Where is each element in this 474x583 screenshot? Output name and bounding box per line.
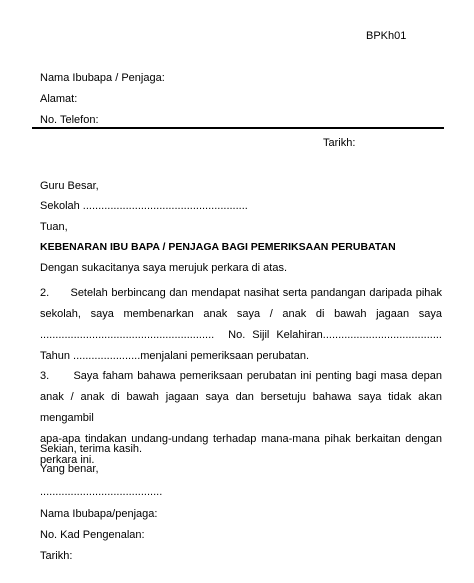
footer-parent-name-label: Nama Ibubapa/penjaga: (40, 508, 158, 520)
date-label: Tarikh: (323, 137, 356, 149)
paragraph-2-line-1: 2. Setelah berbincang dan mendapat nasihat serta pandangan daripada pihak (40, 287, 442, 299)
form-code: BPKh01 (366, 30, 407, 42)
paragraph-2-line-2: sekolah, saya membenarkan anak saya / anak di bawah jagaan saya (40, 308, 442, 320)
signature-line: ........................................ (40, 486, 163, 498)
paragraph-3-line-2: anak / anak di bawah jagaan saya dan bersetuju bahawa saya tidak akan mengambil (40, 391, 442, 424)
paragraph-2 (40, 283, 442, 367)
closing-thanks: Sekian, terima kasih. (40, 443, 143, 455)
footer-date-label: Tarikh: (40, 550, 73, 562)
paragraph-3-line-1: 3. Saya faham bahawa pemeriksaan perubatan ini penting bagi masa depan (40, 370, 442, 382)
header-parent-name-label: Nama Ibubapa / Penjaga: (40, 72, 165, 84)
header-divider (32, 127, 444, 129)
recipient-title: Guru Besar, (40, 180, 99, 192)
recipient-school: Sekolah ...................................................... (40, 200, 248, 212)
header-phone-label: No. Telefon: (40, 114, 99, 126)
paragraph-2-line-4: Tahun ......................menjalani pemeriksaan perubatan. (40, 350, 310, 362)
paragraph-1: Dengan sukacitanya saya merujuk perkara di atas. (40, 262, 288, 274)
paragraph-2-line-3: ......................................................... No. Sijil Kelahiran....................................... (40, 329, 442, 341)
letter-subject: KEBENARAN IBU BAPA / PENJAGA BAGI PEMERIKSAAN PERUBATAN (40, 241, 396, 253)
paragraph-3-line-4: perkara ini. (40, 454, 95, 466)
paragraph-3 (40, 366, 442, 471)
salutation: Tuan, (40, 221, 68, 233)
closing-sincerely: Yang benar, (40, 463, 99, 475)
paragraph-3-line-3: apa-apa tindakan undang-undang terhadap mana-mana pihak berkaitan dengan (40, 433, 442, 445)
header-address-label: Alamat: (40, 93, 78, 105)
footer-ic-number-label: No. Kad Pengenalan: (40, 529, 145, 541)
